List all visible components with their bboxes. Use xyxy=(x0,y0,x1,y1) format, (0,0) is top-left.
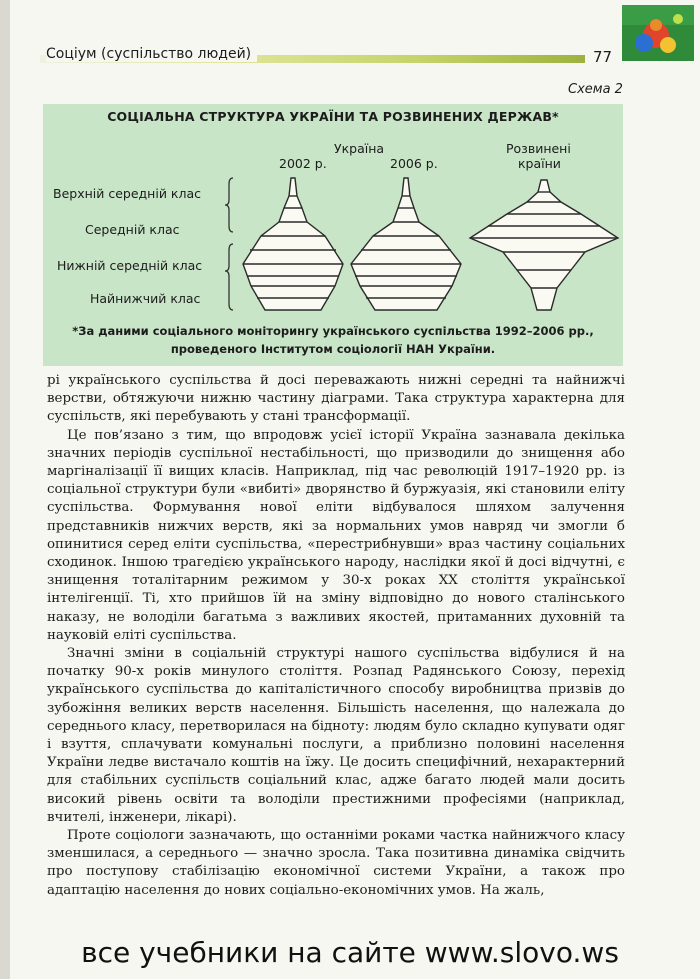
paragraph-4: Проте соціологи зазначають, що останніми роками частка найнижчого класу зменшилася, а середнього — значно зросла. Така позитивна динаміка свідчить про поступову стабілізацію економічної системи України, а також про адаптацію населення до нових соціально-економічних умов. На жаль, xyxy=(47,828,625,898)
body-text xyxy=(47,372,625,900)
figure-title: СОЦІАЛЬНА СТРУКТУРА УКРАЇНИ ТА РОЗВИНЕНИХ ДЕРЖАВ* xyxy=(107,109,559,124)
class-braces xyxy=(225,178,233,310)
figure-note-line1: *За даними соціального моніторингу українського суспільства 1992–2006 рр., xyxy=(72,324,594,338)
pyramid-ukraine-2006 xyxy=(351,178,461,310)
label-developed-line1: Розвинені xyxy=(506,141,571,156)
label-ukraine: Україна xyxy=(334,141,385,156)
running-header xyxy=(40,44,620,66)
label-year-2002: 2002 р. xyxy=(279,156,327,171)
pyramid-developed-countries xyxy=(470,180,618,310)
class-label-upper-middle: Верхній середній клас xyxy=(53,186,201,201)
label-year-2006: 2006 р. xyxy=(390,156,438,171)
class-label-middle: Середній клас xyxy=(85,222,180,237)
paragraph-1: рі українського суспільства й досі переважають нижні середні та найнижчі верстви, обтяжуючи нижню частину діаграми. Така структура характерна для суспільств, які перебувають у стані трансформації. xyxy=(47,373,625,425)
paragraph-2: Це пов’язано з тим, що впродовж усієї історії Україна зазнавала декілька значних періодів суспільної нестабільності, що призводили до знищення або маргіналізації її вищих класів. Наприклад, під час революцій 1917–1920 рр. із соціальної структури були «вибиті» дворянство й буржуазія, які становили еліту суспільства. Формування нової еліти відбувалося шляхом залучення представників нижчих верств, які за нормальних умов навряд чи змогли б опинитися серед еліти суспільства, «перестрибнувши» враз частину соціальних сходинок. Іншою трагедією українського народу, наслідки якої й досі відчутні, є знищення тоталітарним режимом у 30-х роках XX століття української інтелігенції. Ті, хто прийшов їй на зміну відповідно до нового сталінського наказу, не володіли багатьма з важливих якостей, притаманних духовній та науковій еліті суспільства. xyxy=(47,427,625,643)
social-structure-figure xyxy=(43,104,623,366)
class-label-lowest: Найнижчий клас xyxy=(90,291,201,306)
corner-logo-icon xyxy=(622,5,694,61)
page-edge xyxy=(0,0,10,979)
label-developed-line2: країни xyxy=(518,156,561,171)
pyramid-ukraine-2002 xyxy=(243,178,343,310)
scheme-label: Схема 2 xyxy=(568,82,623,97)
class-label-lower-middle: Нижній середній клас xyxy=(57,258,203,273)
figure-note-line2: проведеного Інститутом соціології НАН України. xyxy=(170,342,496,356)
footer-ad-text: все учебники на сайте www.slovo.ws xyxy=(81,936,619,969)
page-number: 77 xyxy=(593,48,613,66)
paragraph-3: Значні зміни в соціальній структурі нашого суспільства відбулися й на початку 90-х років минулого століття. Розпад Радянського Союзу, перехід українського суспільства до капіталістичного способу виробництва призвів до зубожіння великих верств населення. Більшість населення, що належала до середнього класу, перетворилася на бідноту: людям було складно купувати одяг і взуття, сплачувати комунальні послуги, а приблизно половині населення України ледве вистачало коштів на їжу. Це досить специфічний, нехарактерний для стабільних суспільств соціальний клас, адже багато людей мали досить високий рівень освіти та володіли престижними професіями (наприклад, вчителі, інженери, лікарі). xyxy=(47,646,625,825)
header-title: Соціум (суспільство людей) xyxy=(46,46,257,62)
